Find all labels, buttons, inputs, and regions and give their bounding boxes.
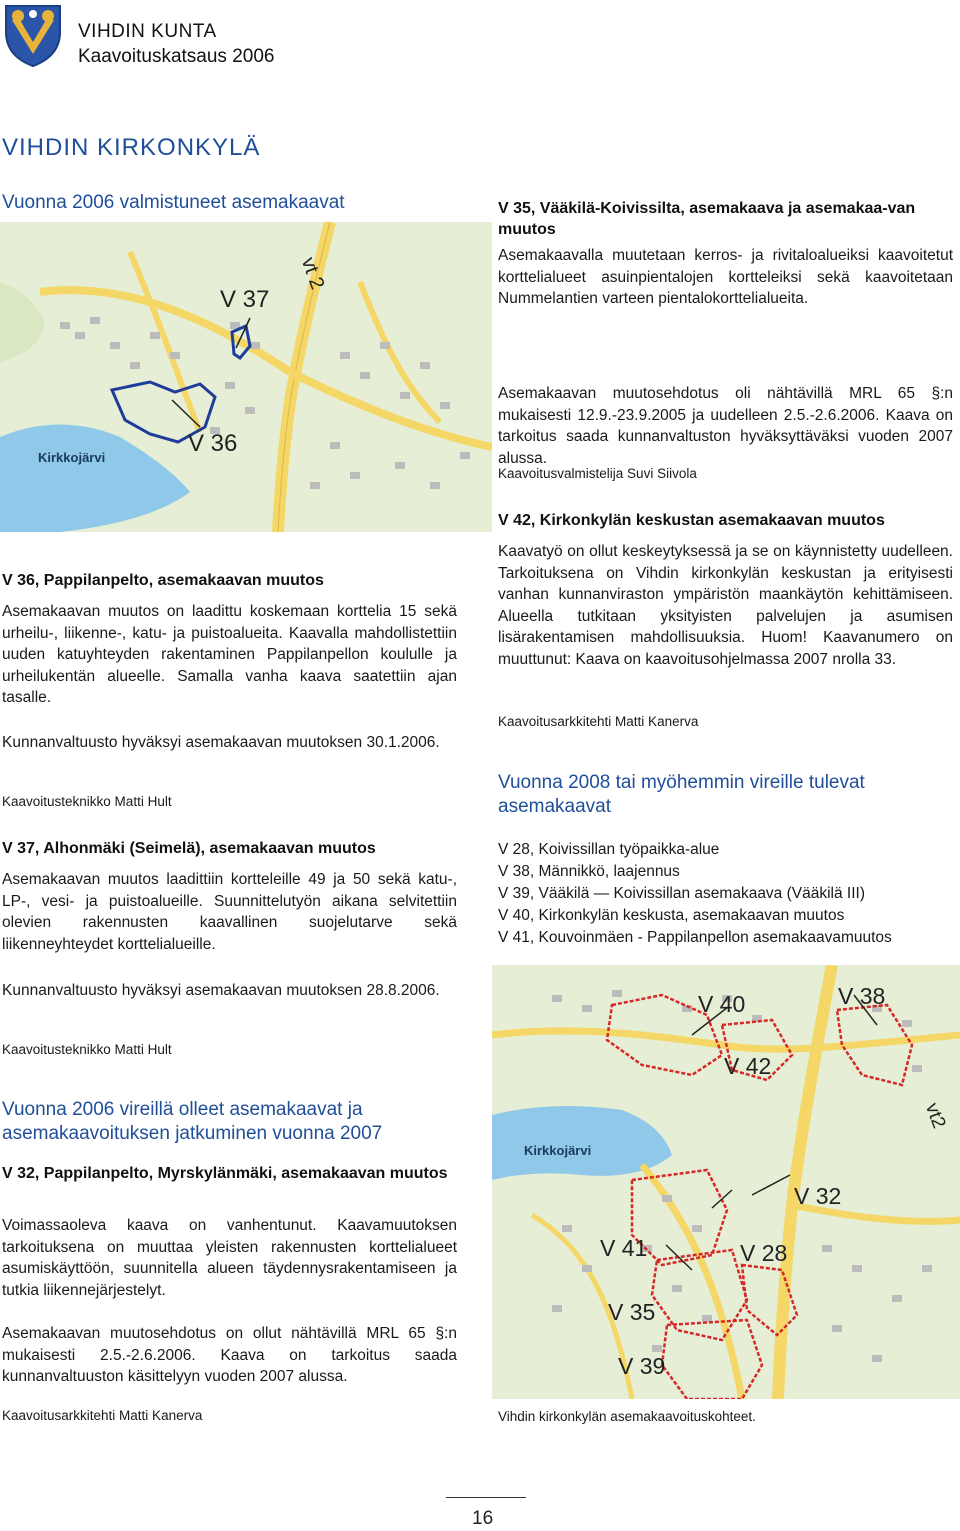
v36-paragraph: Asemakaavan muutos on laadittu koskemaan korttelia 15 sekä urheilu-, liikenne-, katu- ja puistoalueita. Kaavalla mahdollistettiin uuden katuyhteyden rakentaminen Pappilanpellon koululle ja urheilukentän alueelle. Samalla vanha kaava saatettiin ajan tasalle.	[2, 603, 457, 706]
map-v36-v37	[0, 222, 492, 532]
v32-paragraph: Voimassaoleva kaava on vanhentunut. Kaavamuutoksen tarkoituksena on muuttaa yleisten rakennusten korttelialueet asumiskäyttöön, suunnitella alueen täydennysrakentamiseen ja tutkia liikennejärjestelyt.	[2, 1217, 457, 1299]
v32-author: Kaavoitusarkkitehti Matti Kanerva	[2, 1408, 203, 1423]
org-name: VIHDIN KUNTA	[78, 21, 217, 42]
v35-paragraph: Asemakaavan muutosehdotus oli nähtävillä MRL 65 §:n mukaisesti 12.9.-23.9.2005 ja uudelleen 2.5.-2.6.2006. Kaava on tarkoitus saada kunnanvaltuston hyväksyttäväksi vuoden 2007 alussa.	[498, 385, 953, 467]
coat-of-arms-logo-icon	[2, 2, 64, 68]
list-2008	[498, 839, 958, 949]
v37-paragraph: Kunnanvaltuusto hyväksyi asemakaavan muutoksen 28.8.2006.	[2, 982, 440, 999]
v36-title: V 36, Pappilanpelto, asemakaavan muutos	[2, 572, 324, 589]
map2-label: V 32	[794, 1183, 842, 1209]
map2-label: V 40	[698, 991, 746, 1017]
map1-label: V 37	[220, 286, 270, 313]
map2-label: vt2	[920, 1100, 950, 1132]
map1-label: V 36	[188, 430, 238, 457]
v37-author: Kaavoitusteknikko Matti Hult	[2, 1042, 172, 1057]
list-item: V 40, Kirkonkylän keskusta, asemakaavan muutos	[498, 907, 845, 924]
map2-label: V 39	[618, 1353, 666, 1379]
section-heading-pending: Vuonna 2006 vireillä olleet asemakaavat ja asemakaavoituksen jatkuminen vuonna 2007	[2, 1099, 383, 1144]
map2-label: Kirkkojärvi	[524, 1143, 592, 1158]
list-item: V 41, Kouvoinmäen - Pappilanpellon asemakaavamuutos	[498, 929, 892, 946]
list-item: V 38, Männikkö, laajennus	[498, 863, 680, 880]
map2-label: V 35	[608, 1299, 656, 1325]
page-title: VIHDIN KIRKONKYLÄ	[2, 134, 261, 161]
v37-paragraph: Asemakaavan muutos laadittiin kortteleille 49 ja 50 sekä katu-, LP-, vesi- ja puistoalueille. Suunnittelutyön aikana selvitettiin olevien rakennusten kaavallinen suojelutarve sekä liikenneyhteydet korttelialueille.	[2, 871, 457, 953]
v42-author: Kaavoitusarkkitehti Matti Kanerva	[498, 714, 699, 729]
section-heading-2008: Vuonna 2008 tai myöhemmin vireille tulevat asemakaavat	[498, 772, 865, 817]
map-kirkonkyla-plans	[492, 965, 960, 1399]
section-heading-completed: Vuonna 2006 valmistuneet asemakaavat	[2, 192, 345, 213]
publication-title: Kaavoituskatsaus 2006	[78, 46, 275, 67]
map2-caption: Vihdin kirkonkylän asemakaavoituskohteet.	[498, 1409, 756, 1424]
v32-title: V 32, Pappilanpelto, Myrskylänmäki, asemakaavan muutos	[2, 1165, 448, 1182]
v36-author: Kaavoitusteknikko Matti Hult	[2, 794, 172, 809]
list-item: V 39, Vääkilä — Koivissillan asemakaava (Vääkilä III)	[498, 885, 865, 902]
v35-paragraph: Asemakaavalla muutetaan kerros- ja rivitaloalueiksi kaavoitetut korttelialueet asuinpientalojen kortteleiksi sekä kaavoitetaan Nummelantien varteen pientalokorttelialueita.	[498, 247, 953, 307]
v37-title: V 37, Alhonmäki (Seimelä), asemakaavan muutos	[2, 840, 376, 857]
v35-author: Kaavoitusvalmistelija Suvi Siivola	[498, 466, 697, 481]
v42-paragraph: Kaavatyö on ollut keskeytyksessä ja se on käynnistetty uudelleen. Tarkoituksena on Vihdin kirkonkylän keskustan ja erityisesti vanhan kunnanviraston ympäristön maankäytön kehittämiseen. Alueella tutkitaan yksityisten palvelujen ja asumisen lisärakentamisen mahdollisuuksia. Huom! Kaavanumero on muuttunut: Kaava on kaavoitusohjelmassa 2007 nrolla 33.	[498, 543, 953, 668]
footer-divider	[446, 1497, 526, 1498]
map2-label: V 42	[724, 1053, 772, 1079]
map1-label: vt 2	[296, 254, 329, 293]
map2-label: V 28	[740, 1240, 788, 1266]
v32-paragraph: Asemakaavan muutosehdotus on ollut nähtävillä MRL 65 §:n mukaisesti 2.5.-2.6.2006. Kaava on tarkoitus saada kunnanvaltuuston käsittelyyn vuoden 2007 alussa.	[2, 1325, 457, 1385]
v42-title: V 42, Kirkonkylän keskustan asemakaavan muutos	[498, 512, 885, 529]
map1-label: Kirkkojärvi	[38, 450, 106, 465]
v36-paragraph: Kunnanvaltuusto hyväksyi asemakaavan muutoksen 30.1.2006.	[2, 734, 440, 751]
v35-title: V 35, Vääkilä-Koivissilta, asemakaava ja asemakaa-van muutos	[498, 200, 916, 238]
page-number: 16	[472, 1508, 494, 1529]
list-item: V 28, Koivissillan työpaikka-alue	[498, 841, 720, 858]
map2-label: V 41	[600, 1235, 648, 1261]
map2-label: V 38	[838, 983, 886, 1009]
